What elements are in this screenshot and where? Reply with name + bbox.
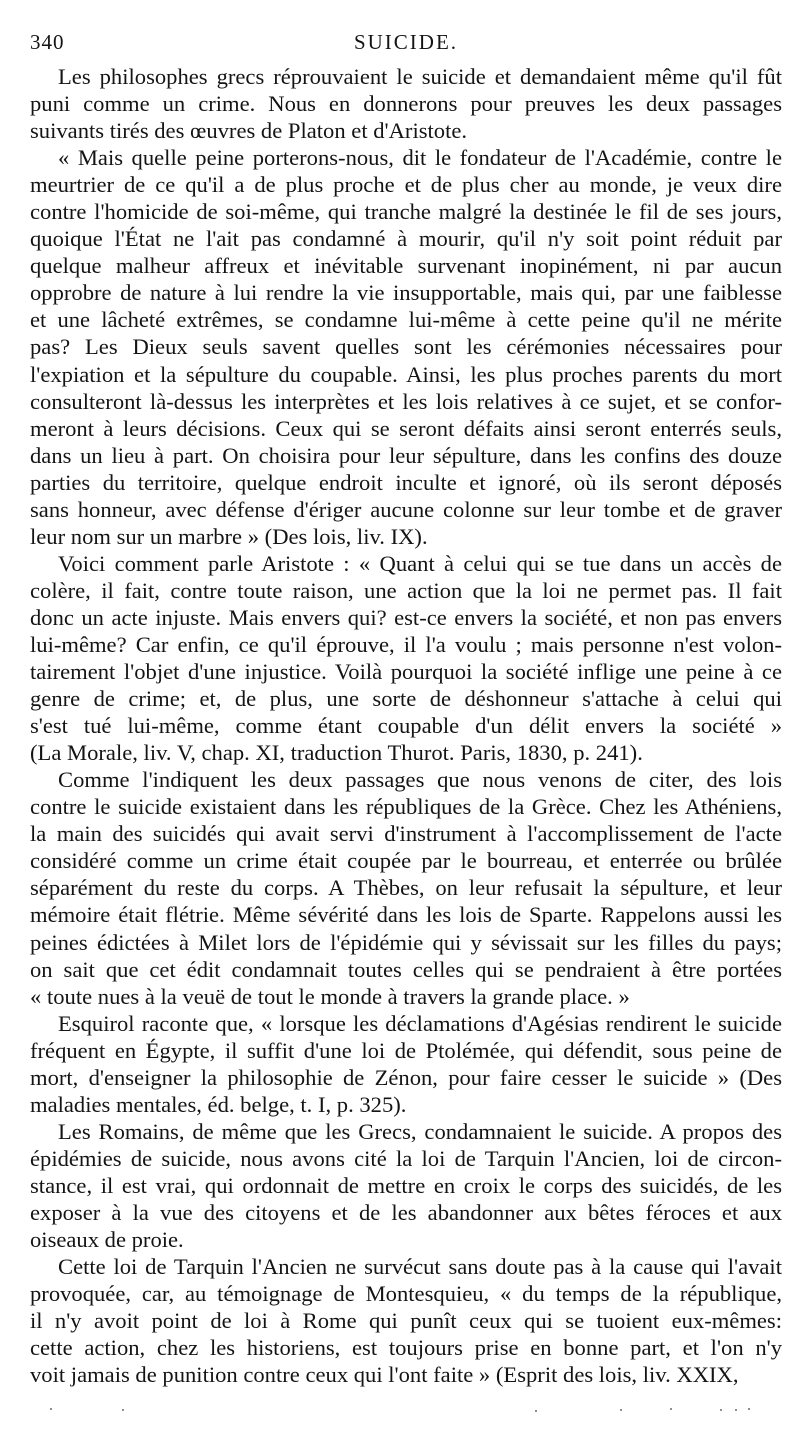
text-line: sans honneur, avec défense d'ériger aucune colonne sur leur tombe et de graver [30,496,782,522]
text-line: on sait que cet édit condamnait toutes celles qui se pendraient à être portées [30,956,782,982]
text-line: lui-même? Car enfin, ce qu'il éprouve, il l'a voulu ; mais personne n'est volon- [30,631,782,657]
paragraph [30,63,782,144]
text-line: meurtrier de ce qu'il a de plus proche et de plus cher au monde, je veux dire [30,172,782,198]
text-line: la main des suicidés qui avait servi d'instrument à l'accomplissement de l'acte [30,821,782,847]
text-line: (La Morale, liv. V, chap. XI, traduction Thurot. Paris, 1830, p. 241). [30,740,643,766]
text-line: opprobre de nature à lui rendre la vie insupportable, mais qui, par une faiblesse [30,280,782,306]
text-line: maladies mentales, éd. belge, t. I, p. 325). [30,1091,407,1117]
text-line: donc un acte injuste. Mais envers qui? est-ce envers la société, et non pas envers [30,604,782,630]
text-line: Comme l'indiquent les deux passages que nous venons de citer, des lois [58,767,782,793]
text-line: leur nom sur un marbre » (Des lois, liv. IX). [30,523,428,549]
paragraph [30,766,782,1009]
text-line: fréquent en Égypte, il suffit d'une loi de Ptolémée, qui défendit, sous peine de [30,1037,782,1063]
text-line: contre l'homicide de soi-même, qui tranche malgré la destinée le fil de ses jours, [30,199,782,225]
text-line: dans un lieu à part. On choisira pour leur sépulture, dans les confins des douze [30,442,782,468]
text-line: Les philosophes grecs réprouvaient le suicide et demandaient même qu'il fût [58,64,782,89]
page-number: 340 [30,30,65,54]
text-line: provoquée, car, au témoignage de Montesquieu, « du temps de la république, [30,1281,782,1307]
text-line: cette action, chez les historiens, est toujours prise en bonne part, et l'on n'y [30,1335,782,1361]
text-line: contre le suicide existaient dans les républiques de la Grèce. Chez les Athéniens, [30,794,782,820]
paragraph [30,1253,782,1388]
text-line: Cette loi de Tarquin l'Ancien ne survécut sans doute pas à la cause qui l'avait [58,1254,782,1280]
text-line: considéré comme un crime était coupée par le bourreau, et enterrée ou brûlée [30,848,782,874]
text-line: tairement l'objet d'une injustice. Voilà pourquoi la société inflige une peine à ce [30,659,782,685]
paragraph [30,144,782,550]
text-line: il n'y avoit point de loi à Rome qui punît ceux qui se tuoient eux-mêmes: [30,1308,782,1334]
text-line: pas? Les Dieux seuls savent quelles sont les cérémonies nécessaires pour [30,334,782,360]
text-line: peines édictées à Milet lors de l'épidémie qui y sévissait sur les filles du pays; [30,929,782,955]
text-line: colère, il fait, contre toute raison, une action que la loi ne permet pas. Il fait [30,577,782,603]
text-line: Esquirol raconte que, « lorsque les déclamations d'Agésias rendirent le suicide [58,1010,782,1036]
text-line: s'est tué lui-même, comme étant coupable d'un délit envers la société » [30,713,782,739]
text-line: Voici comment parle Aristote : « Quant à celui qui se tue dans un accès de [58,550,782,576]
body-text [30,63,782,1388]
text-line: suivants tirés des œuvres de Platon et d'Aristote. [30,118,468,144]
text-line: quoique l'État ne l'ait pas condamné à mourir, qu'il n'y soit point réduit par [30,226,782,252]
running-title: SUICIDE. [353,30,459,54]
paragraph [30,1118,782,1253]
text-line: stance, il est vrai, qui ordonnait de mettre en croix le corps des suicidés, de les [30,1172,782,1198]
text-line: « toute nues à la veuë de tout le monde à travers la grande place. » [30,983,630,1009]
text-line: l'expiation et la sépulture du coupable. Ainsi, les plus proches parents du mort [30,361,782,387]
text-line: quelque malheur affreux et inévitable survenant inopinément, ni par aucun [30,253,782,279]
page-header [30,30,782,58]
text-line: séparément du reste du corps. A Thèbes, on leur refusait la sépulture, et leur [30,875,782,901]
text-line: genre de crime; et, de plus, une sorte de déshonneur s'attache à celui qui [30,686,782,712]
text-line: mémoire était flétrie. Même sévérité dans les lois de Sparte. Rappelons aussi les [30,902,782,928]
text-line: Les Romains, de même que les Grecs, condamnaient le suicide. A propos des [58,1118,782,1144]
paragraph [30,1010,782,1118]
text-line: consulteront là-dessus les interprètes et les lois relatives à ce sujet, et se confor- [30,388,782,414]
page-bottom-specks [30,1400,782,1420]
paragraph [30,550,782,766]
text-line: oiseaux de proie. [30,1227,184,1253]
text-line: épidémies de suicide, nous avons cité la loi de Tarquin l'Ancien, loi de circon- [30,1145,782,1171]
text-line: parties du territoire, quelque endroit inculte et ignoré, où ils seront déposés [30,469,782,495]
text-line: « Mais quelle peine porterons-nous, dit le fondateur de l'Académie, contre le [58,145,782,171]
text-line: puni comme un crime. Nous en donnerons pour preuves les deux passages [30,91,782,117]
text-line: meront à leurs décisions. Ceux qui se seront défaits ainsi seront enterrés seuls, [30,415,782,441]
text-line: voit jamais de punition contre ceux qui l'ont faite » (Esprit des lois, liv. XXIX, [30,1362,739,1388]
text-line: et une lâcheté extrêmes, se condamne lui-même à cette peine qu'il ne mérite [30,307,782,333]
text-line: exposer à la vue des citoyens et de les abandonner aux bêtes féroces et aux [30,1199,782,1225]
text-line: mort, d'enseigner la philosophie de Zénon, pour faire cesser le suicide » (Des [30,1064,782,1090]
